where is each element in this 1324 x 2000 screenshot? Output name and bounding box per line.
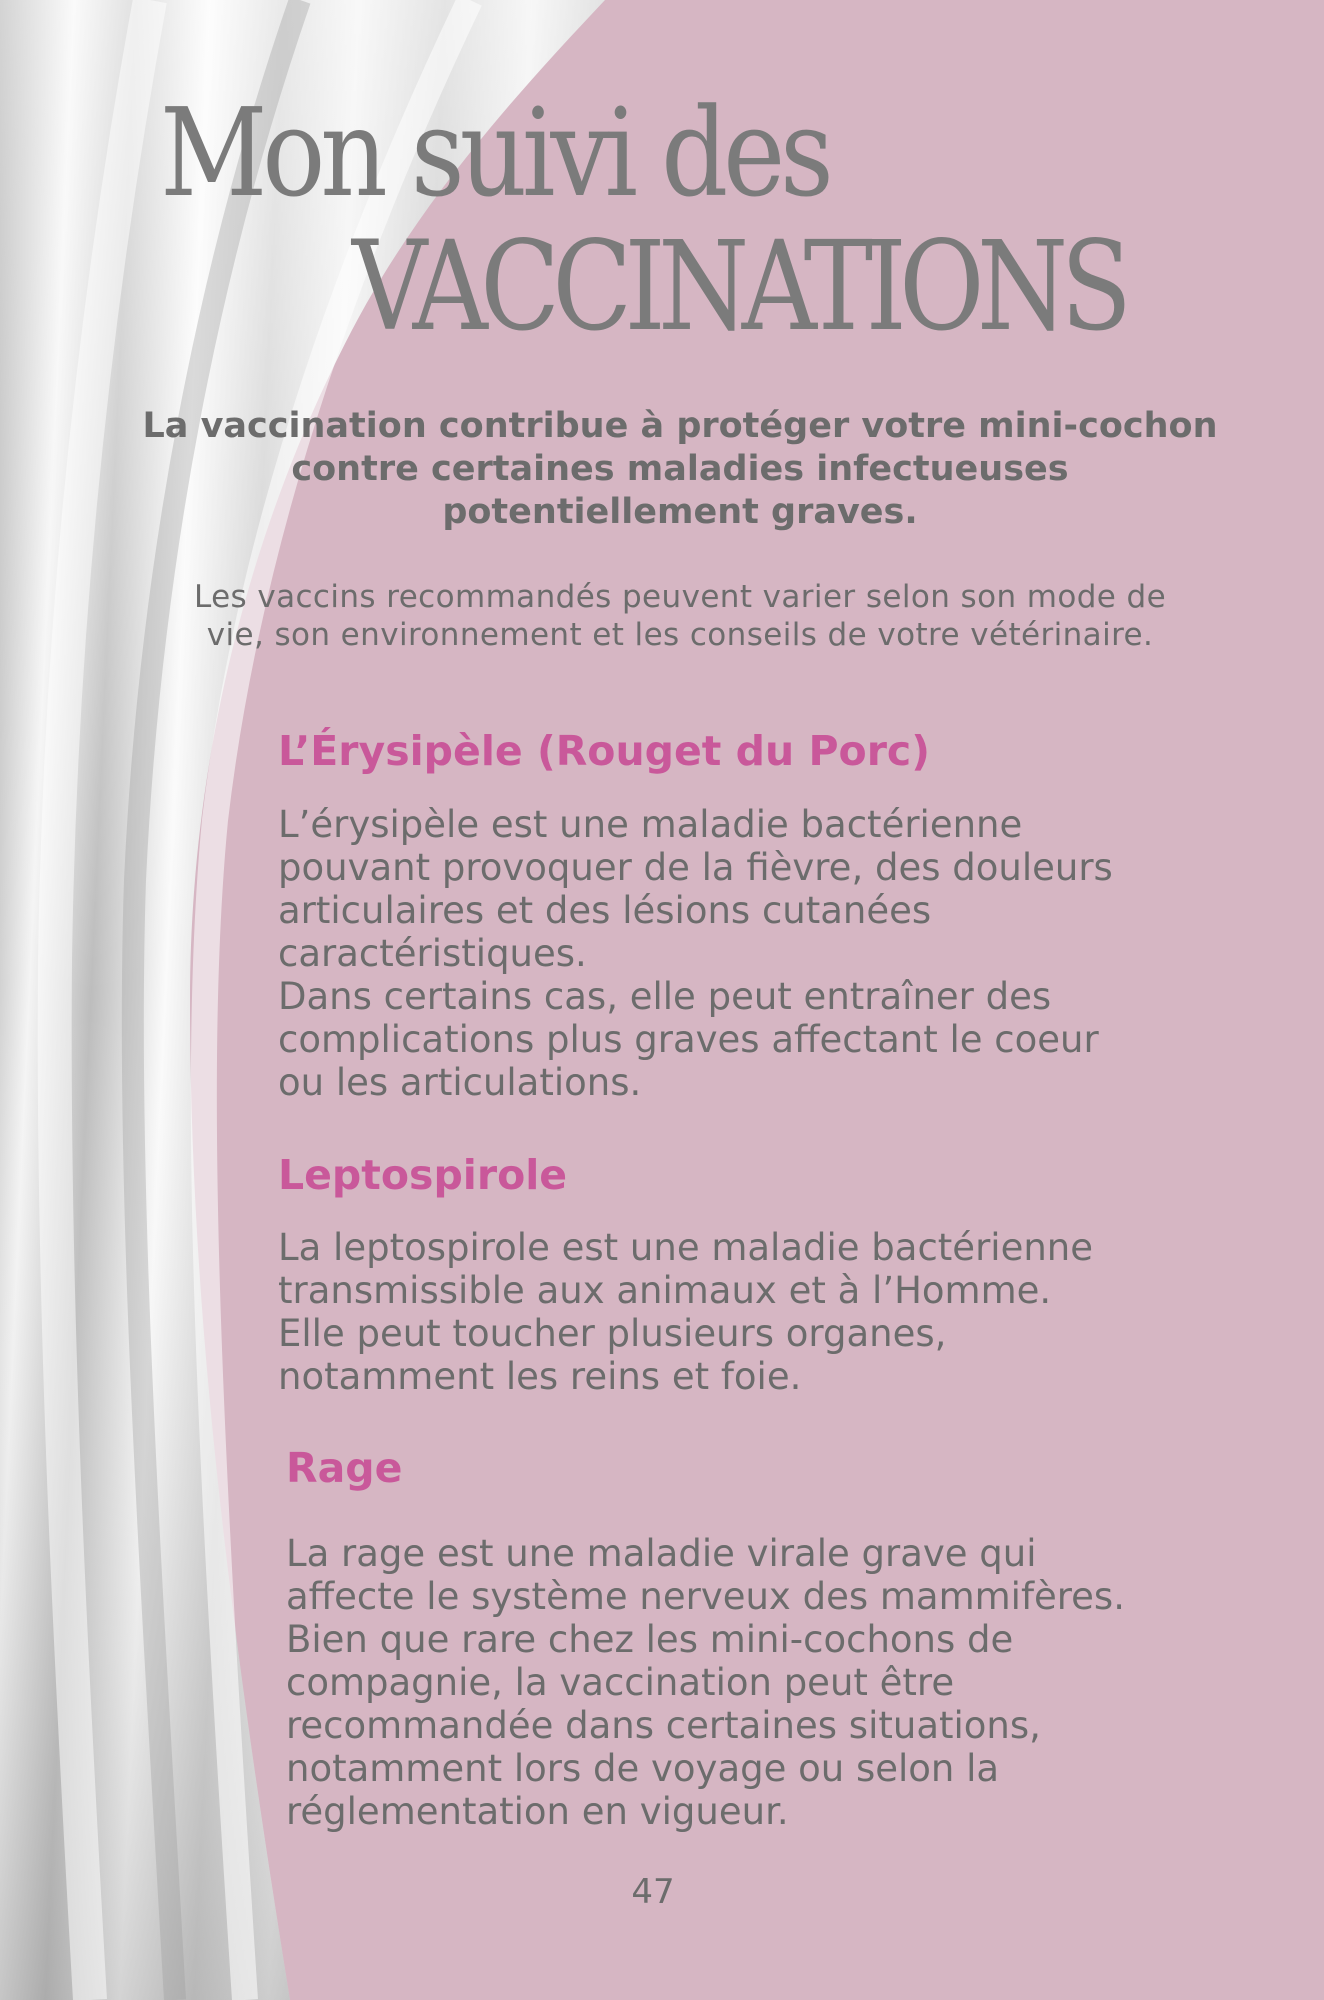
body-line: ou les articulations. bbox=[278, 1061, 642, 1104]
section-heading-rage: Rage bbox=[286, 1444, 403, 1492]
body-line: recommandée dans certaines situations, bbox=[286, 1704, 1041, 1747]
section-body-erysipele bbox=[278, 803, 1278, 1104]
intro-paragraph bbox=[130, 405, 1230, 534]
section-body-rage bbox=[286, 1532, 1286, 1833]
body-line: Dans certains cas, elle peut entraîner des bbox=[278, 975, 1052, 1018]
body-line: La leptospirole est une maladie bactérienne bbox=[278, 1226, 1093, 1269]
body-line: L’érysipèle est une maladie bactérienne bbox=[278, 803, 1023, 846]
body-line: compagnie, la vaccination peut être bbox=[286, 1661, 955, 1704]
body-line: Elle peut toucher plusieurs organes, bbox=[278, 1312, 947, 1355]
body-line: notamment lors de voyage ou selon la bbox=[286, 1747, 1000, 1790]
intro-line: contre certaines maladies infectueuses bbox=[291, 449, 1069, 489]
page-title-line-2: VACCINATIONS bbox=[352, 215, 1125, 359]
section-heading-leptospirole: Leptospirole bbox=[278, 1151, 568, 1199]
section-heading-erysipele: L’Érysipèle (Rouget du Porc) bbox=[278, 727, 930, 775]
body-line: Bien que rare chez les mini-cochons de bbox=[286, 1618, 1014, 1661]
intro-line: potentiellement graves. bbox=[442, 492, 918, 532]
body-line: La rage est une maladie virale grave qui bbox=[286, 1532, 1037, 1575]
note-paragraph bbox=[130, 578, 1230, 654]
page-number: 47 bbox=[631, 1872, 675, 1912]
body-line: complications plus graves affectant le coeur bbox=[278, 1018, 1099, 1061]
body-line: réglementation en vigueur. bbox=[286, 1790, 789, 1833]
body-line: pouvant provoquer de la fièvre, des douleurs bbox=[278, 846, 1113, 889]
body-line: affecte le système nerveux des mammifères. bbox=[286, 1575, 1125, 1618]
note-line: vie, son environnement et les conseils de votre vétérinaire. bbox=[206, 617, 1154, 653]
body-line: caractéristiques. bbox=[278, 932, 587, 975]
body-line: notamment les reins et foie. bbox=[278, 1355, 802, 1398]
section-body-leptospirole bbox=[278, 1226, 1278, 1398]
note-line: Les vaccins recommandés peuvent varier selon son mode de bbox=[193, 579, 1167, 615]
body-line: transmissible aux animaux et à l’Homme. bbox=[278, 1269, 1052, 1312]
body-line: articulaires et des lésions cutanées bbox=[278, 889, 932, 932]
page-title-line-1: Mon suivi des bbox=[160, 82, 829, 224]
intro-line: La vaccination contribue à protéger votre mini-cochon bbox=[142, 406, 1218, 446]
